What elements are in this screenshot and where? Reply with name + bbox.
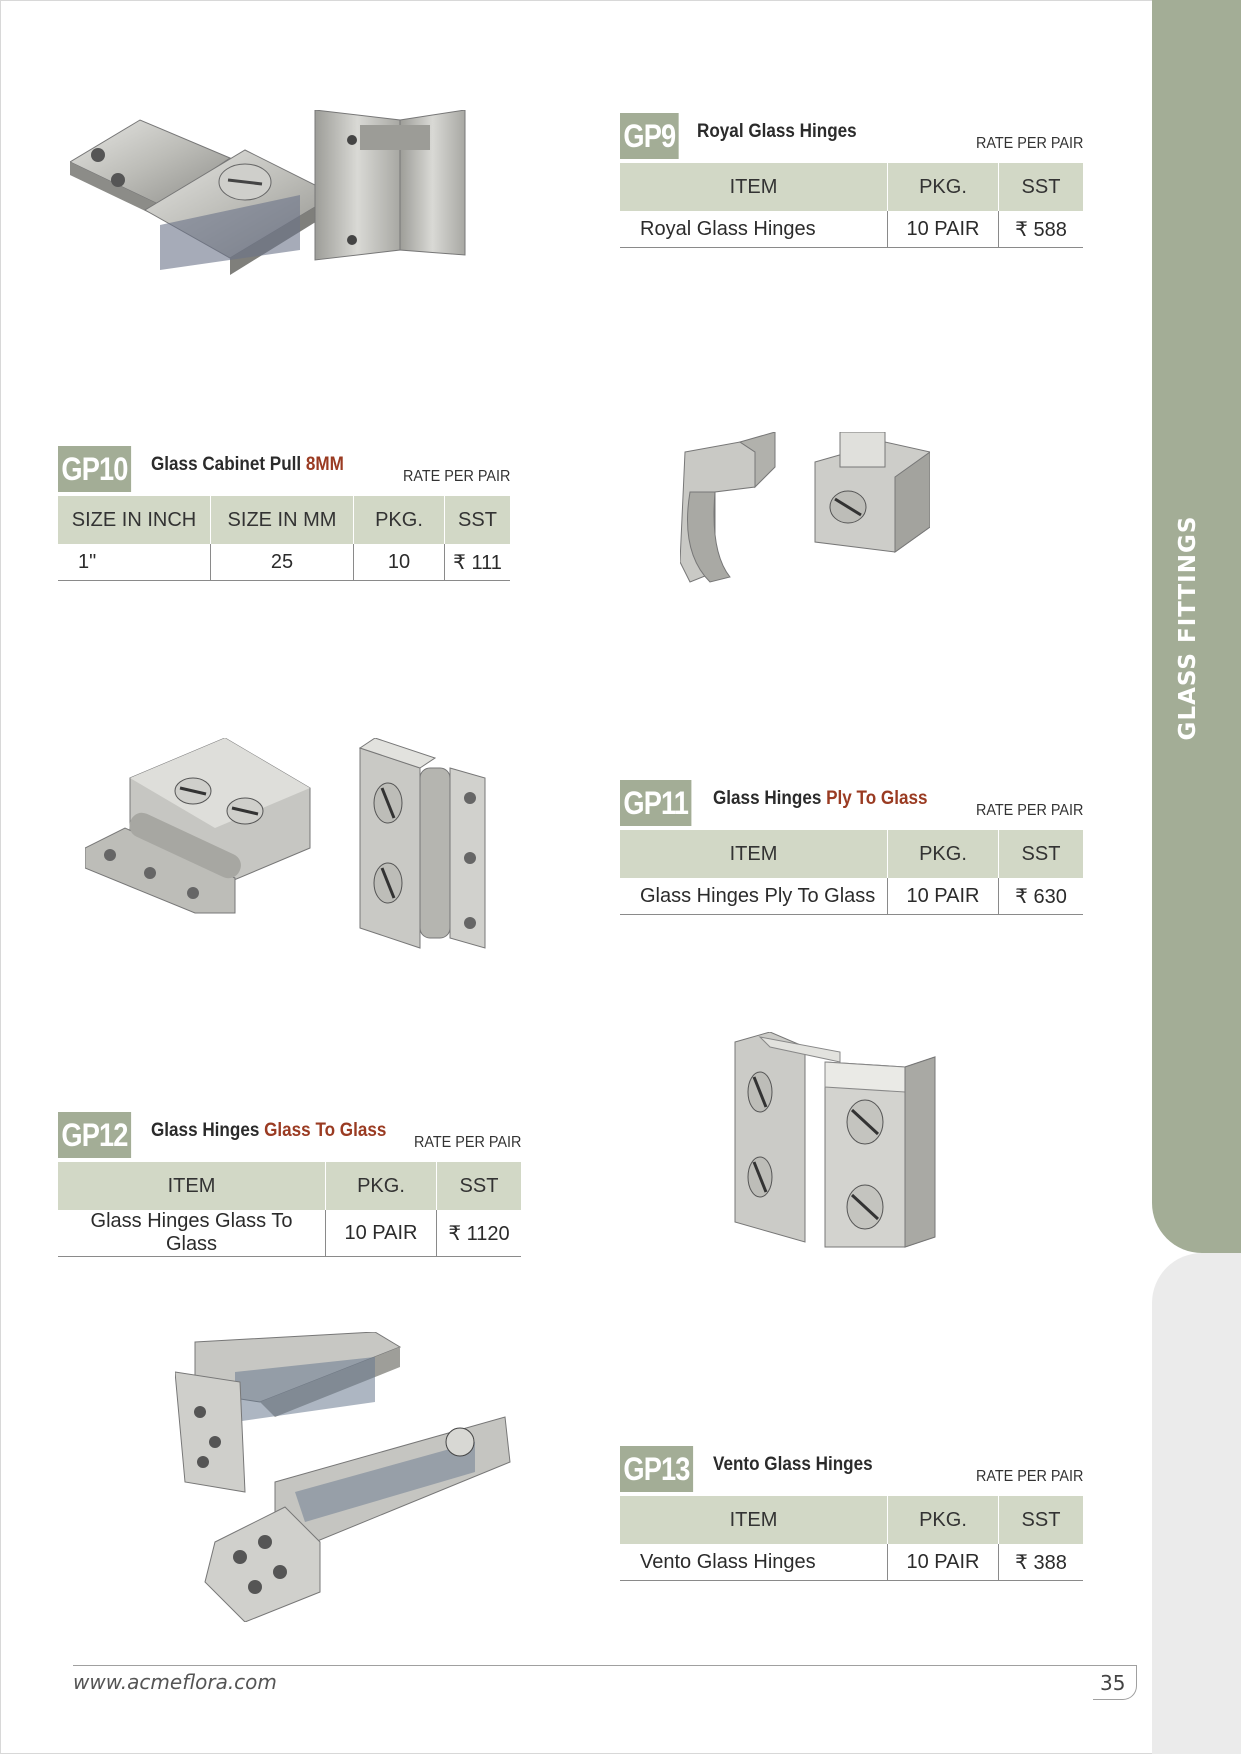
- product-gp13: [620, 1446, 1083, 1581]
- column-header: PKG.: [888, 830, 999, 878]
- rate-label: RATE PER PAIR: [975, 802, 1083, 819]
- column-header: ITEM: [620, 830, 888, 878]
- table-cell: 10 PAIR: [888, 1544, 999, 1581]
- rate-label: RATE PER PAIR: [402, 468, 510, 485]
- product-gp12: [58, 1112, 521, 1257]
- product-title: [697, 121, 857, 143]
- column-header: PKG.: [888, 163, 999, 211]
- product-code: GP12: [58, 1112, 131, 1158]
- price-table: [620, 163, 1083, 248]
- price-table: [620, 1496, 1083, 1581]
- product-title: [713, 788, 927, 810]
- product-code: GP13: [620, 1446, 693, 1492]
- price-table: [620, 830, 1083, 915]
- product-title: [151, 1120, 386, 1142]
- table-cell: ₹ 388: [999, 1544, 1084, 1581]
- column-header: SST: [445, 496, 511, 544]
- page-number: 35: [1100, 1671, 1126, 1695]
- title-highlight: 8MM: [305, 454, 344, 475]
- title-text: Royal Glass Hinges: [697, 121, 857, 142]
- product-code: GP9: [620, 113, 679, 159]
- title-text: Vento Glass Hinges: [713, 1454, 873, 1475]
- column-header: ITEM: [58, 1162, 326, 1210]
- table-cell: Glass Hinges Glass To Glass: [58, 1210, 326, 1257]
- side-tab-lower: [1152, 1253, 1241, 1754]
- column-header: SST: [999, 1496, 1084, 1544]
- title-text: Glass Hinges: [151, 1120, 260, 1141]
- glass-hinges-ply-to-glass-image: [85, 738, 525, 953]
- table-cell: 25: [211, 544, 354, 581]
- table-cell: 10 PAIR: [888, 878, 999, 915]
- table-cell: Glass Hinges Ply To Glass: [620, 878, 888, 915]
- table-cell: 10 PAIR: [888, 211, 999, 248]
- table-cell: 1": [58, 544, 211, 581]
- table-header: [58, 1162, 521, 1210]
- product-code: GP11: [620, 780, 691, 826]
- rate-label: RATE PER PAIR: [975, 1468, 1083, 1485]
- vento-glass-hinges-image: [175, 1332, 515, 1622]
- column-header: SIZE IN MM: [211, 496, 354, 544]
- column-header: ITEM: [620, 163, 888, 211]
- column-header: SIZE IN INCH: [58, 496, 211, 544]
- product-gp10: [58, 446, 510, 581]
- table-header: [620, 1496, 1083, 1544]
- column-header: ITEM: [620, 1496, 888, 1544]
- footer-divider: [73, 1665, 1136, 1666]
- column-header: PKG.: [326, 1162, 437, 1210]
- table-row: [620, 1544, 1083, 1581]
- table-header: [620, 163, 1083, 211]
- product-gp9: [620, 113, 1083, 248]
- title-text: Glass Hinges: [713, 788, 822, 809]
- table-cell: ₹ 630: [999, 878, 1084, 915]
- table-cell: 10: [354, 544, 445, 581]
- title-highlight: Glass To Glass: [264, 1120, 387, 1141]
- table-header: [620, 830, 1083, 878]
- column-header: SST: [437, 1162, 522, 1210]
- glass-hinges-glass-to-glass-image: [730, 1032, 940, 1252]
- section-label: GLASS FITTINGS: [1175, 515, 1201, 741]
- rate-label: RATE PER PAIR: [975, 135, 1083, 152]
- price-table: [58, 496, 510, 581]
- table-row: [58, 544, 510, 581]
- product-title: [713, 1454, 873, 1476]
- title-highlight: Ply To Glass: [826, 788, 928, 809]
- product-title: [151, 454, 344, 476]
- table-header: [58, 496, 510, 544]
- column-header: SST: [999, 163, 1084, 211]
- table-cell: Royal Glass Hinges: [620, 211, 888, 248]
- column-header: SST: [999, 830, 1084, 878]
- glass-cabinet-pull-image: [680, 432, 930, 592]
- royal-glass-hinges-image: [70, 110, 530, 315]
- table-row: [620, 211, 1083, 248]
- product-gp11: [620, 780, 1083, 915]
- table-cell: ₹ 111: [445, 544, 511, 581]
- table-cell: ₹ 1120: [437, 1210, 522, 1257]
- rate-label: RATE PER PAIR: [413, 1134, 521, 1151]
- table-row: [58, 1210, 521, 1257]
- product-code: GP10: [58, 446, 131, 492]
- table-row: [620, 878, 1083, 915]
- price-table: [58, 1162, 521, 1257]
- table-cell: Vento Glass Hinges: [620, 1544, 888, 1581]
- table-cell: 10 PAIR: [326, 1210, 437, 1257]
- table-cell: ₹ 588: [999, 211, 1084, 248]
- website-link[interactable]: www.acmeflora.com: [73, 1670, 277, 1694]
- column-header: PKG.: [888, 1496, 999, 1544]
- column-header: PKG.: [354, 496, 445, 544]
- title-text: Glass Cabinet Pull: [151, 454, 302, 475]
